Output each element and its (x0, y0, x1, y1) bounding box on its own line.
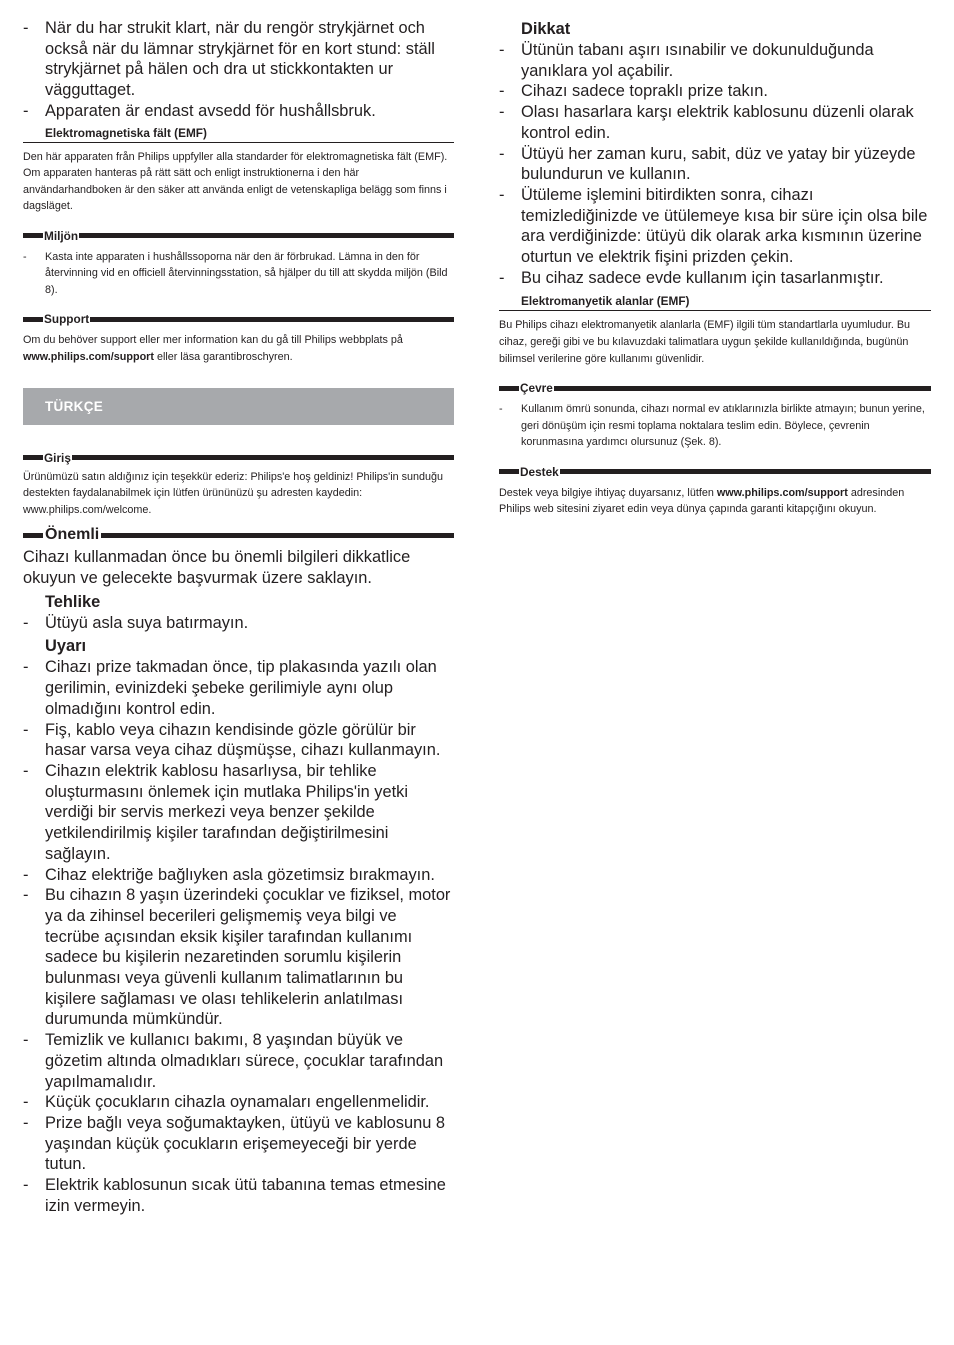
list-item (499, 40, 931, 81)
sv-safety-list (23, 18, 454, 122)
tr-intro-text: Ürünümüzü satın aldığınız için teşekkür ederiz: Philips'e hoş geldiniz! Philips'in sunduğu destekten faydalanabilmek için lütfen ürününüzü şu adresten kaydedin: www.philips.com/welcome. (23, 470, 444, 516)
list-item (23, 865, 454, 886)
bullet-dash: - (23, 1176, 29, 1195)
list-item (499, 81, 931, 102)
bullet-dash: - (23, 101, 29, 120)
bullet-dash: - (23, 1093, 29, 1112)
tr-danger-heading: Tehlike (45, 592, 101, 611)
list-item-text: Cihazın elektrik kablosu hasarlıysa, bir tehlike oluşturmasını önlemek için mutlaka Philips'in yetki verdiği bir servis merkezi veya benzer şekilde yetkilendirilmiş kişiler tarafından değiştirilmesini sağlayın. (45, 761, 408, 863)
tr-important-heading: Önemli (23, 526, 454, 544)
bullet-dash: - (23, 613, 29, 632)
list-item (23, 1175, 454, 1216)
sv-environment-heading: Miljön (23, 229, 454, 243)
bullet-dash: - (23, 658, 29, 677)
bullet-dash: - (23, 761, 29, 780)
bullet-dash: - (23, 720, 29, 739)
list-item (23, 885, 454, 1030)
sv-support-text: Om du behöver support eller mer information kan du gå till Philips webbplats på www.philips.com/support eller läsa garantibroschyren. (23, 334, 403, 363)
right-column (499, 18, 931, 518)
list-item (23, 1030, 454, 1092)
bullet-dash: - (499, 82, 505, 101)
list-item (23, 1113, 454, 1175)
list-item-text: Ütünün tabanı aşırı ısınabilir ve dokunulduğunda yanıklara yol açabilir. (521, 41, 874, 80)
tr-support-link[interactable]: www.philips.com/support (716, 486, 848, 499)
sv-support-link[interactable]: www.philips.com/support (23, 350, 154, 363)
tr-warning-list (23, 657, 454, 1216)
sv-environment-item: - Kasta inte apparaten i hushållssoporna när den är förbrukad. Lämna in den för återvinning vid en officiell återvinningsstation, så hjälper du till att skydda miljön (Bild 8). (23, 250, 448, 296)
list-item (23, 613, 454, 634)
sv-emf-text: Den här apparaten från Philips uppfyller alla standarder för elektromagnetiska fält (EMF). Om apparaten hanteras på rätt sätt och enligt instruktionerna i den här användarhandboken är den säker att använda enligt de vetenskapliga belägg som finns i dagsläget. (23, 150, 448, 213)
list-item-text: Bu cihazın 8 yaşın üzerindeki çocuklar ve fiziksel, motor ya da zihinsel becerileri gelişmemiş veya bilgi ve tecrübe açısından eksik kişiler tarafından kullanımı sadece bu kişilerin nezaretinden sorumlu kişilerin bulunması veya güvenli kullanım talimatlarının bu kişilere sağlaması ve olası tehlikelerin anlatılması durumunda mümkündür. (45, 886, 451, 1029)
tr-caution-list (499, 40, 931, 288)
list-item-text: Cihazı sadece topraklı prize takın. (521, 82, 768, 101)
bullet-dash: - (23, 886, 29, 905)
list-item (499, 144, 931, 185)
bullet-dash: - (23, 1113, 29, 1132)
bullet-dash: - (499, 41, 505, 59)
list-item-text: Apparaten är endast avsedd för hushållsbruk. (45, 101, 376, 120)
list-item-text: Ütüyü her zaman kuru, sabit, düz ve yatay bir yüzeyde bulundurun ve kullanın. (521, 144, 916, 184)
language-bar: TÜRKÇE (23, 388, 454, 425)
list-item-text: Küçük çocukların cihazla oynamaları engellenmelidir. (45, 1093, 430, 1112)
left-column (23, 18, 454, 1216)
list-item (499, 185, 931, 268)
sv-support-heading: Support (23, 312, 454, 326)
list-item-text: Prize bağlı veya soğumaktayken, ütüyü ve kablosunu 8 yaşından küçük çocukların erişemeyeceği bir yerde tutun. (45, 1113, 445, 1174)
tr-environment-item: - Kullanım ömrü sonunda, cihazı normal ev atıklarınızla birlikte atmayın; bunun yerine, geri dönüşüm için resmi toplama noktalara teslim edin. Böylece, çevrenin korunmasına yardımcı olursunuz (Şek. 8). (499, 403, 925, 449)
list-item (499, 102, 931, 143)
list-item-text: Cihaz elektriğe bağlıyken asla gözetimsiz bırakmayın. (45, 865, 435, 884)
tr-warning-heading: Uyarı (45, 637, 87, 656)
list-item (23, 720, 454, 761)
bullet-dash: - (23, 19, 29, 37)
list-item (499, 268, 931, 289)
bullet-dash: - (499, 103, 505, 122)
list-item-text: Olası hasarlara karşı elektrik kablosunu düzenli olarak kontrol edin. (521, 103, 914, 142)
list-item-text: Ütüyü asla suya batırmayın. (45, 613, 249, 632)
tr-intro-heading: Giriş (23, 451, 454, 465)
list-item (23, 761, 454, 865)
list-item-text: Elektrik kablosunun sıcak ütü tabanına temas etmesine izin vermeyin. (45, 1176, 446, 1215)
list-item-text: Ütüleme işlemini bitirdikten sonra, cihazı temizlediğinizde ve ütülemeye kısa bir süre için olsa bile ara verdiğinizde: ütüyü dik olarak arka kısmının üzerine oturtun ve elektrik fişini prizden çekin. (521, 185, 928, 267)
list-item-text: Cihazı prize takmadan önce, tip plakasında yazılı olan gerilimin, evinizdeki şebeke gerilimiyle aynı olup olmadığını kontrol edin. (45, 658, 437, 718)
list-item (23, 657, 454, 719)
list-item-text: När du har strukit klart, när du rengör strykjärnet och också när du lämnar strykjärnet för en kort stund: ställ strykjärnet på hälen och dra ut stickkontakten ur vägguttaget. (45, 19, 435, 100)
bullet-dash: - (499, 185, 505, 204)
list-item (23, 101, 454, 122)
list-item-text: Temizlik ve kullanıcı bakımı, 8 yaşından büyük ve gözetim altında olmadıkları sürece, çocuklar tarafından yapılmamalıdır. (45, 1031, 444, 1091)
tr-support-text: Destek veya bilgiye ihtiyaç duyarsanız, lütfen www.philips.com/support adresinden Philips web sitesini ziyaret edin veya dünya çapında garanti kitapçığını okuyun. (499, 486, 905, 516)
tr-emf-heading: Elektromanyetik alanlar (EMF) (499, 294, 931, 311)
list-item-text: Fiş, kablo veya cihazın kendisinde gözle görülür bir hasar varsa veya cihaz düşmüşse, cihazı kullanmayın. (45, 720, 441, 760)
bullet-dash: - (499, 268, 505, 287)
tr-danger-list (23, 613, 454, 634)
tr-important-text: Cihazı kullanmadan önce bu önemli bilgileri dikkatlice okuyun ve gelecekte başvurmak üzere saklayın. (23, 548, 411, 588)
bullet-dash: - (23, 865, 29, 884)
list-item-text: Bu cihaz sadece evde kullanım için tasarlanmıştır. (521, 268, 884, 287)
tr-caution-heading: Dikkat (521, 20, 571, 38)
bullet-dash: - (23, 1031, 29, 1050)
bullet-dash: - (499, 144, 505, 163)
tr-emf-text: Bu Philips cihazı elektromanyetik alanlarla (EMF) ilgili tüm standartlarla uyumludur. Bu cihaz, gereği gibi ve bu kılavuzdaki talimatlara uygun şekilde kullanıldığında, bugünün bilimsel verilerine göre kullanımı güvenlidir. (499, 319, 911, 365)
tr-support-heading: Destek (499, 465, 931, 479)
sv-emf-heading: Elektromagnetiska fält (EMF) (23, 126, 454, 143)
list-item (23, 1092, 454, 1113)
tr-environment-heading: Çevre (499, 381, 931, 395)
list-item (23, 18, 454, 101)
